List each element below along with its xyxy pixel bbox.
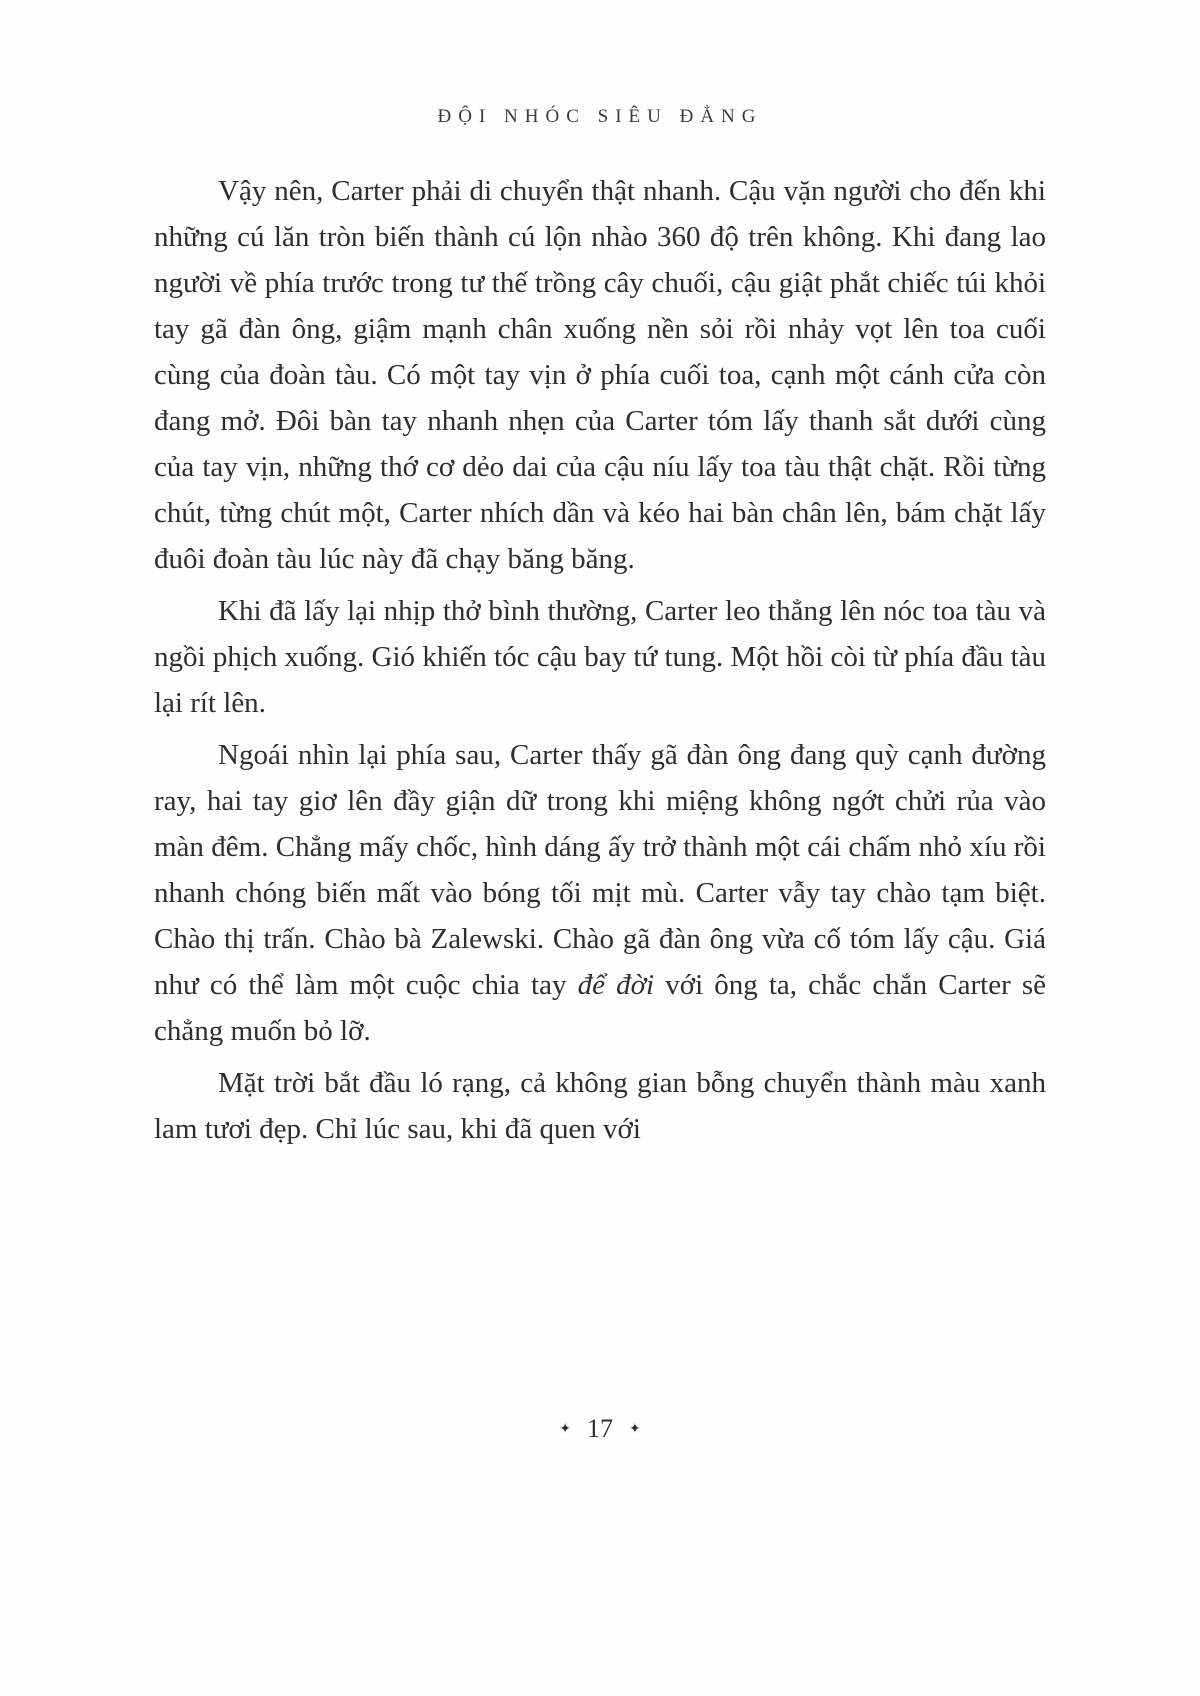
paragraph-4: Mặt trời bắt đầu ló rạng, cả không gian bỗng chuyển thành màu xanh lam tươi đẹp. Chỉ lúc sau, khi đã quen với [154,1067,1046,1145]
page-number: 17 [587,1414,613,1443]
page-footer [0,1416,1200,1442]
running-header: ĐỘI NHÓC SIÊU ĐẲNG [437,106,763,127]
paragraph-3-italic-phrase: để đời [577,969,655,1001]
paragraph-3 [154,732,1046,1054]
paragraph-1: Vậy nên, Carter phải di chuyển thật nhanh. Cậu vặn người cho đến khi những cú lăn tròn biến thành cú lộn nhào 360 độ trên không. Khi đang lao người về phía trước trong tư thế trồng cây chuối, cậu giật phắt chiếc túi khỏi tay gã đàn ông, giậm mạnh chân xuống nền sỏi rồi nhảy vọt lên toa cuối cùng của đoàn tàu. Có một tay vịn ở phía cuối toa, cạnh một cánh cửa còn đang mở. Đôi bàn tay nhanh nhẹn của Carter tóm lấy thanh sắt dưới cùng của tay vịn, những thớ cơ dẻo dai của cậu níu lấy toa tàu thật chặt. Rồi từng chút, từng chút một, Carter nhích dần và kéo hai bàn chân lên, bám chặt lấy đuôi đoàn tàu lúc này đã chạy băng băng. [154,175,1046,575]
star-ornament-right-icon: ✦ [629,1421,641,1437]
paragraph-3-text-after: với ông ta, chắc chắn Carter sẽ chẳng muốn bỏ lỡ. [154,969,1047,1047]
paragraph-3-text-before: Ngoái nhìn lại phía sau, Carter thấy gã đàn ông đang quỳ cạnh đường ray, hai tay giơ lên đầy giận dữ trong khi miệng không ngớt chửi rủa vào màn đêm. Chẳng mấy chốc, hình dáng ấy trở thành một cái chấm nhỏ xíu rồi nhanh chóng biến mất vào bóng tối mịt mù. Carter vẫy tay chào tạm biệt. Chào thị trấn. Chào bà Zalewski. Chào gã đàn ông vừa cố tóm lấy cậu. Giá như có thể làm một cuộc chia tay [154,739,1046,1001]
star-ornament-left-icon: ✦ [559,1421,571,1437]
paragraph-2: Khi đã lấy lại nhịp thở bình thường, Carter leo thẳng lên nóc toa tàu và ngồi phịch xuống. Gió khiến tóc cậu bay tứ tung. Một hồi còi từ phía đầu tàu lại rít lên. [154,595,1046,719]
page-body [154,168,1046,1158]
